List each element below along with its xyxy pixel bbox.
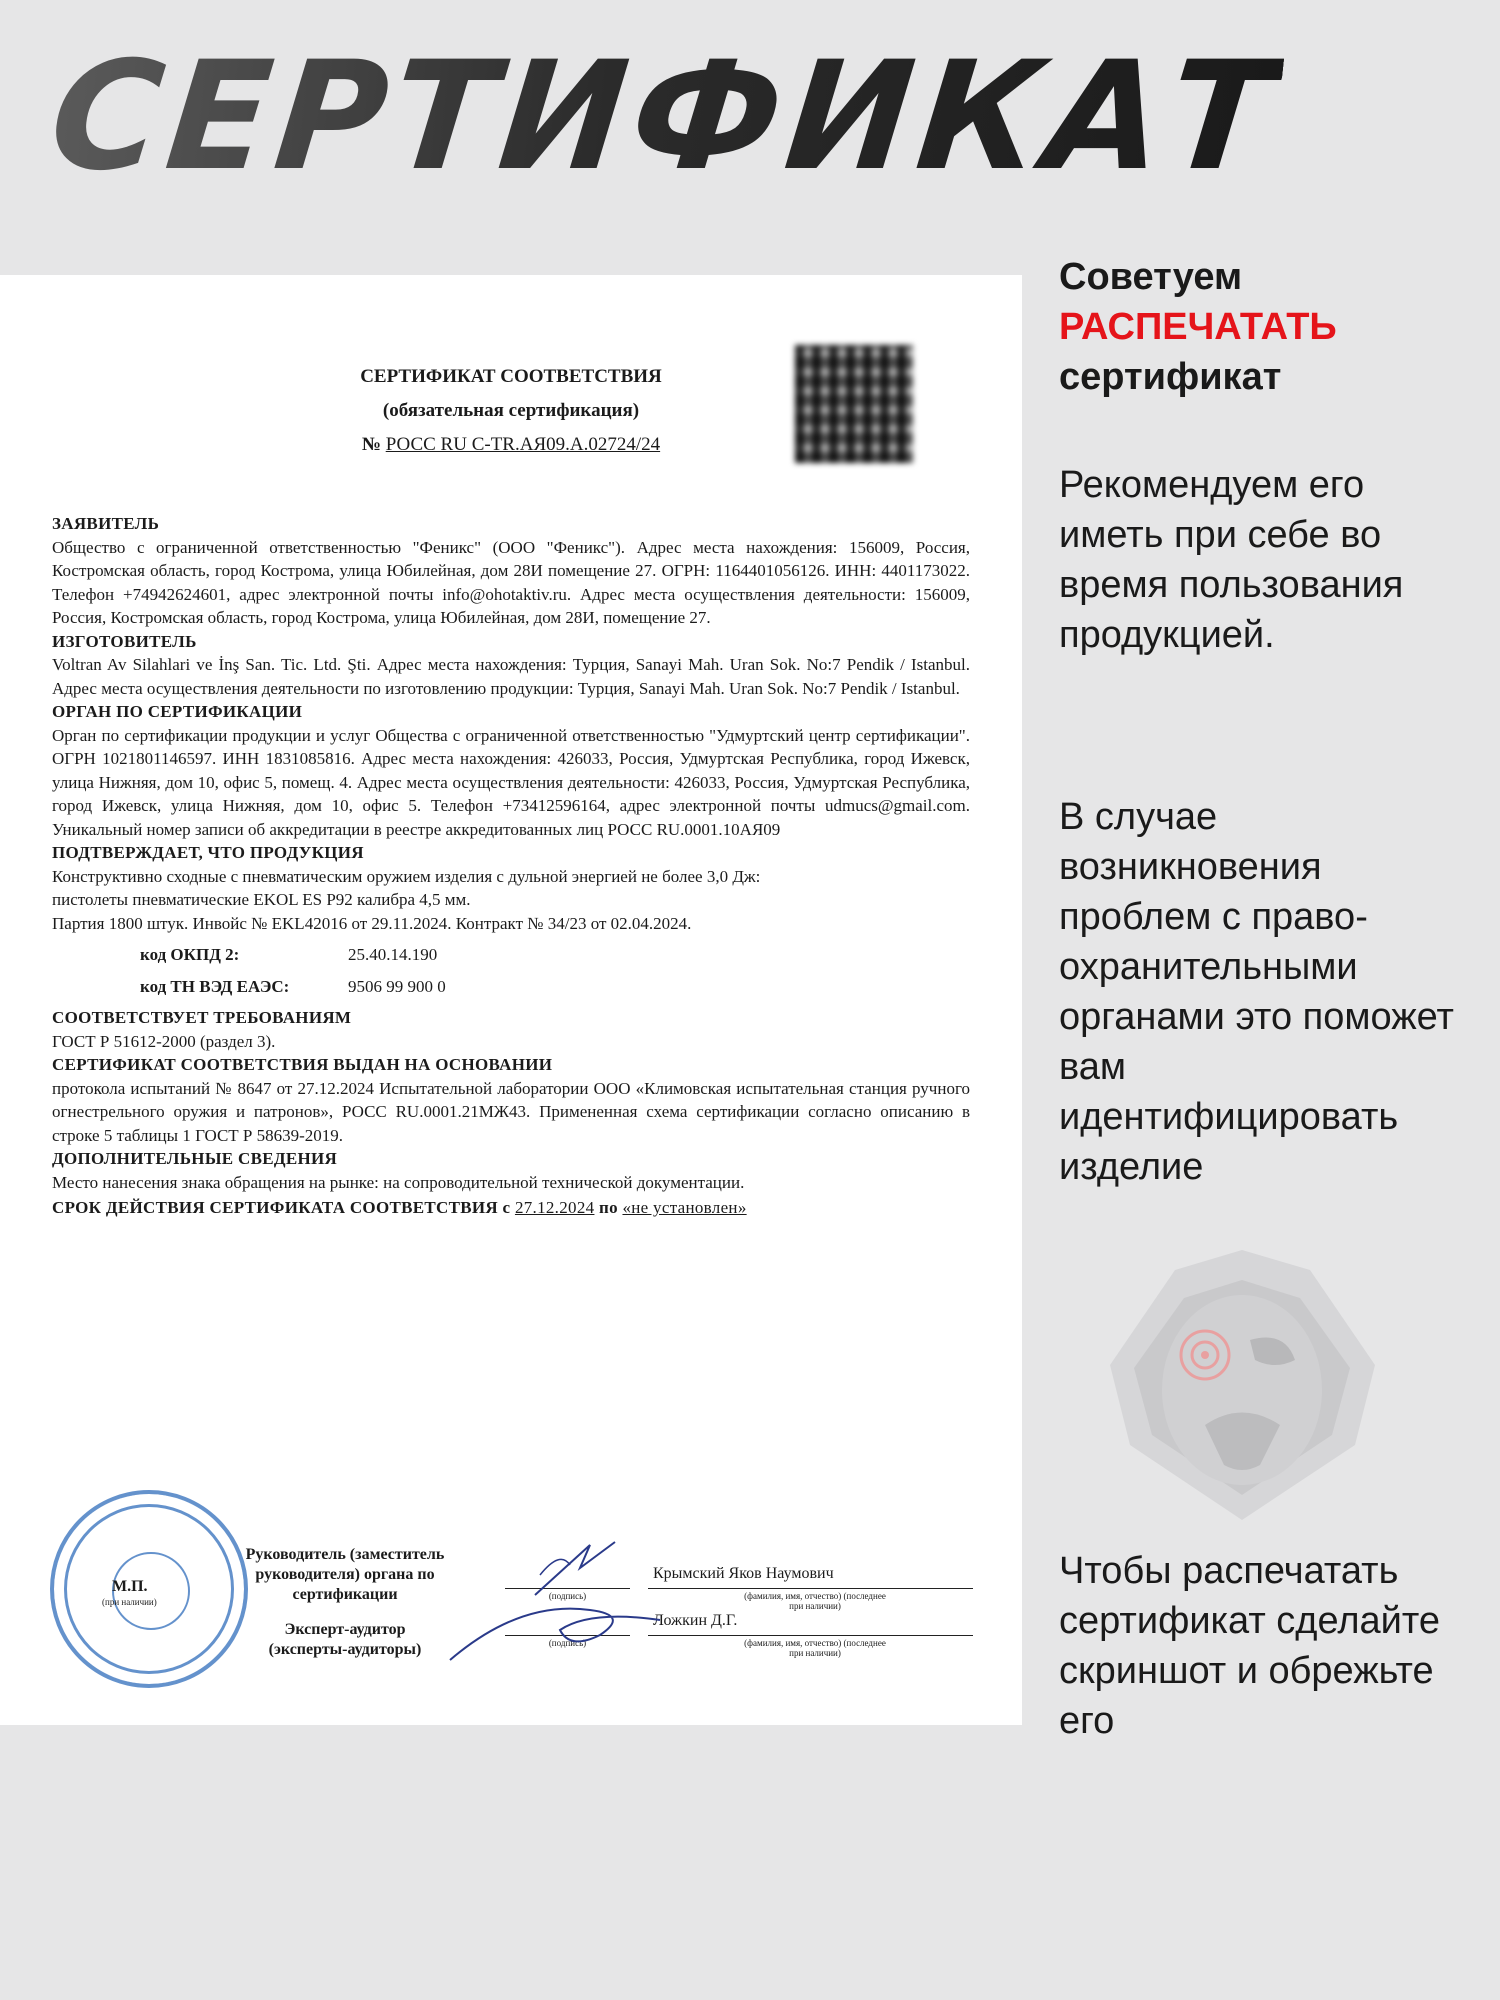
validity-mid: по xyxy=(599,1198,618,1217)
tnved-row xyxy=(140,975,970,999)
lion-head-shield-logo-icon xyxy=(1110,1250,1375,1520)
basis-heading: СЕРТИФИКАТ СООТВЕТСТВИЯ ВЫДАН НА ОСНОВАНИИ xyxy=(52,1055,553,1074)
expert-name-line xyxy=(648,1635,973,1636)
expert-name-caption: (фамилия, имя, отчество) (последнее при наличии) xyxy=(744,1638,886,1658)
certificate-title: СЕРТИФИКАТ СООТВЕТСТВИЯ xyxy=(360,366,662,387)
expert-name: Ложкин Д.Г. xyxy=(653,1612,738,1629)
organ-text: Орган по сертификации продукции и услуг Общества с ограниченной ответственностью "Удмуртский центр сертификации". ОГРН 1021801146597. ИНН 1831085816. Адрес места нахождения: 426033, Россия, Удмуртская Республика, город Ижевск, улица Нижняя, дом 10, офис 5, помещ. 4. Адрес места осуществления деятельности: 426033, Россия, Удмуртская Республика, город Ижевск, улица Нижняя, дом 10, офис 5. Телефон +73412596164, адрес электронной почты udmucs@gmail.com. Уникальный номер записи об аккредитации в реестре аккредитованных лиц РОСС RU.0001.10АЯ09 xyxy=(52,725,970,839)
advice-screenshot: Чтобы распечатать сертификат сделайте скриншот и обрежьте его xyxy=(1059,1550,1440,1742)
signatures-icon xyxy=(440,1540,680,1670)
advice-print xyxy=(1059,252,1337,402)
product-line-1: Конструктивно сходные с пневматическим оружием изделия с дульной энергией не более 3,0 Дж: xyxy=(52,866,761,886)
head-name: Крымский Яков Наумович xyxy=(653,1565,834,1582)
applicant-heading: ЗАЯВИТЕЛЬ xyxy=(52,514,160,533)
certificate-header xyxy=(0,360,1022,462)
applicant-text: Общество с ограниченной ответственностью "Феникс" (ООО "Феникс"). Адрес места нахождения: 156009, Россия, Костромская область, город Кострома, улица Юбилейная, дом 28И помещение 27. ОГРН: 1164401056126. ИНН: 4401173022. Телефон +74942624601, адрес электронной почты info@ohotaktiv.ru. Адрес места осуществления деятельности: 156009, Россия, Костромская область, город Кострома, улица Юбилейная, дом 28И, помещение 27. xyxy=(52,537,970,627)
certificate-subtitle: (обязательная сертификация) xyxy=(382,400,640,421)
certificate-body xyxy=(52,512,970,1220)
extra-text: Место нанесения знака обращения на рынке: на сопроводительной технической документации. xyxy=(52,1172,745,1192)
head-label: Руководитель (заместитель руководителя) органа по сертификации xyxy=(245,1546,445,1603)
expert-signature-caption: (подпись) xyxy=(548,1638,587,1648)
okpd-value: 25.40.14.190 xyxy=(348,945,438,964)
page-title: СЕРТИФИКАТ xyxy=(42,30,1287,204)
number-prefix: № xyxy=(361,434,381,455)
manufacturer-text: Voltran Av Silahlari ve İnş San. Tic. Ltd. Şti. Адрес места нахождения: Турция, Sanayi Mah. Uran Sok. No:7 Pendik / Istanbul. Адрес места осуществления деятельности по изготовлению продукции: Турция, Sanayi Mah. Uran Sok. No:7 Pendik / Istanbul. xyxy=(52,655,970,698)
certificate-number: РОСС RU С-TR.АЯ09.А.02724/24 xyxy=(385,434,661,455)
tnved-value: 9506 99 900 0 xyxy=(348,976,446,996)
extra-heading: ДОПОЛНИТЕЛЬНЫЕ СВЕДЕНИЯ xyxy=(52,1149,338,1168)
organ-heading: ОРГАН ПО СЕРТИФИКАЦИИ xyxy=(52,702,303,721)
advice-line-3: сертификат xyxy=(1059,356,1282,398)
okpd-row xyxy=(140,943,970,967)
certificate-number-line xyxy=(0,428,1022,462)
requirements-text: ГОСТ Р 51612-2000 (раздел 3). xyxy=(52,1031,276,1051)
product-heading: ПОДТВЕРЖДАЕТ, ЧТО ПРОДУКЦИЯ xyxy=(52,843,364,862)
manufacturer-heading: ИЗГОТОВИТЕЛЬ xyxy=(52,631,197,651)
product-line-3: Партия 1800 штук. Инвойс № EKL42016 от 29.11.2024. Контракт № 34/23 от 02.04.2024. xyxy=(52,913,692,933)
okpd-label: код ОКПД 2: xyxy=(140,945,240,964)
validity-to: «не установлен» xyxy=(622,1198,747,1217)
head-name-line xyxy=(648,1588,973,1589)
mp-label: М.П. xyxy=(112,1578,148,1595)
validity-line xyxy=(52,1196,970,1220)
advice-line-1: Советуем xyxy=(1059,256,1243,298)
validity-from: 27.12.2024 xyxy=(514,1198,595,1217)
tnved-label: код ТН ВЭД ЕАЭС: xyxy=(140,976,290,996)
mp-note: (при наличии) xyxy=(102,1597,157,1607)
head-signature-caption: (подпись) xyxy=(548,1591,587,1601)
product-line-2: пистолеты пневматические EKOL ES P92 калибра 4,5 мм. xyxy=(52,890,471,909)
seal-stamp-icon xyxy=(50,1490,248,1688)
validity-prefix: СРОК ДЕЙСТВИЯ СЕРТИФИКАТА СООТВЕТСТВИЯ с xyxy=(52,1198,511,1217)
expert-label: Эксперт-аудитор (эксперты-аудиторы) xyxy=(268,1621,422,1658)
head-name-caption: (фамилия, имя, отчество) (последнее при наличии) xyxy=(744,1591,886,1611)
advice-identify: В случае возникновения проблем с право-охранительными органами это поможет вам идентифицировать изделие xyxy=(1059,796,1454,1188)
advice-line-2: РАСПЕЧАТАТЬ xyxy=(1059,306,1337,348)
certificate-document xyxy=(0,275,1022,1725)
basis-text: протокола испытаний № 8647 от 27.12.2024 Испытательной лаборатории ООО «Климовская испытательная станция ручного огнестрельного оружия и патронов», РОСС RU.0001.21МЖ43. Примененная схема сертификации согласно описанию в строке 5 таблицы 1 ГОСТ Р 58639-2019. xyxy=(52,1078,970,1145)
requirements-heading: СООТВЕТСТВУЕТ ТРЕБОВАНИЯМ xyxy=(52,1008,352,1027)
advice-carry: Рекомендуем его иметь при себе во время пользования продукцией. xyxy=(1059,464,1404,656)
